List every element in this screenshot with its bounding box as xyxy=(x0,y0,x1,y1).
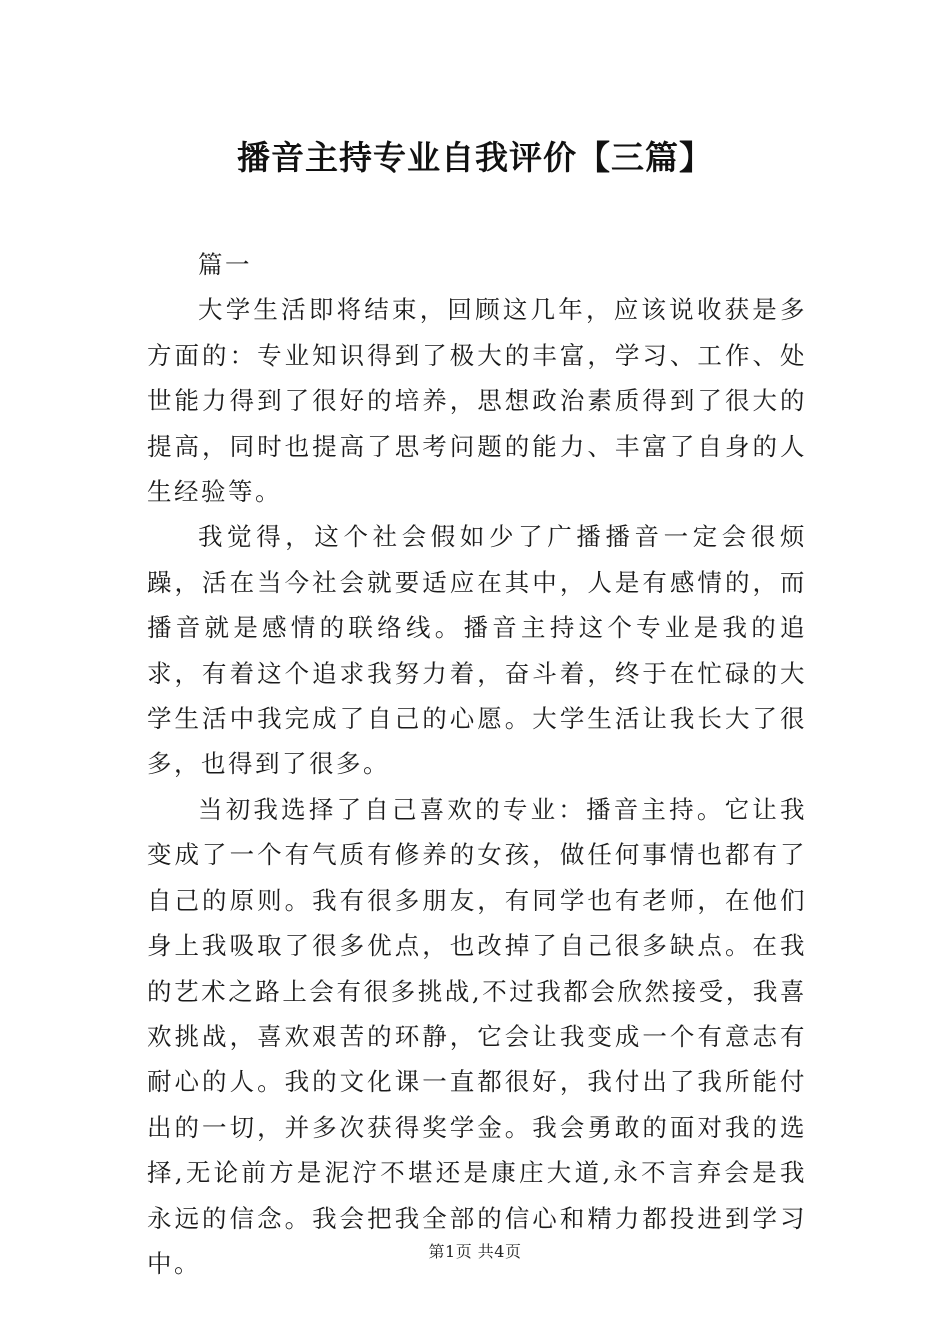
paragraph: 我觉得，这个社会假如少了广播播音一定会很烦躁，活在当今社会就要适应在其中，人是有感情的，而播音就是感情的联络线。播音主持这个专业是我的追求，有着这个追求我努力着，奋斗着，终于在忙碌的大学生活中我完成了自己的心愿。大学生活让我长大了很多，也得到了很多。 xyxy=(147,522,807,779)
paragraph: 当初我选择了自己喜欢的专业：播音主持。它让我变成了一个有气质有修养的女孩，做任何事情也都有了自己的原则。我有很多朋友，有同学也有老师，在他们身上我吸取了很多优点，也改掉了自己很多缺点。在我的艺术之路上会有很多挑战,不过我都会欣然接受，我喜欢挑战，喜欢艰苦的环静，它会让我变成一个有意志有耐心的人。我的文化课一直都很好，我付出了我所能付出的一切，并多次获得奖学金。我会勇敢的面对我的选择,无论前方是泥泞不堪还是康庄大道,永不言弃会是我永远的信念。我会把我全部的信心和精力都投进到学习中。 xyxy=(147,794,807,1278)
page-footer: 第1页 共4页 xyxy=(428,1242,522,1261)
section-label: 篇一 xyxy=(198,250,252,279)
document-title: 播音主持专业自我评价【三篇】 xyxy=(237,138,713,177)
paragraph: 大学生活即将结束，回顾这几年，应该说收获是多方面的：专业知识得到了极大的丰富，学习、工作、处世能力得到了很好的培养，思想政治素质得到了很大的提高，同时也提高了思考问题的能力、丰富了自身的人生经验等。 xyxy=(147,295,807,507)
document-body xyxy=(147,242,807,1286)
